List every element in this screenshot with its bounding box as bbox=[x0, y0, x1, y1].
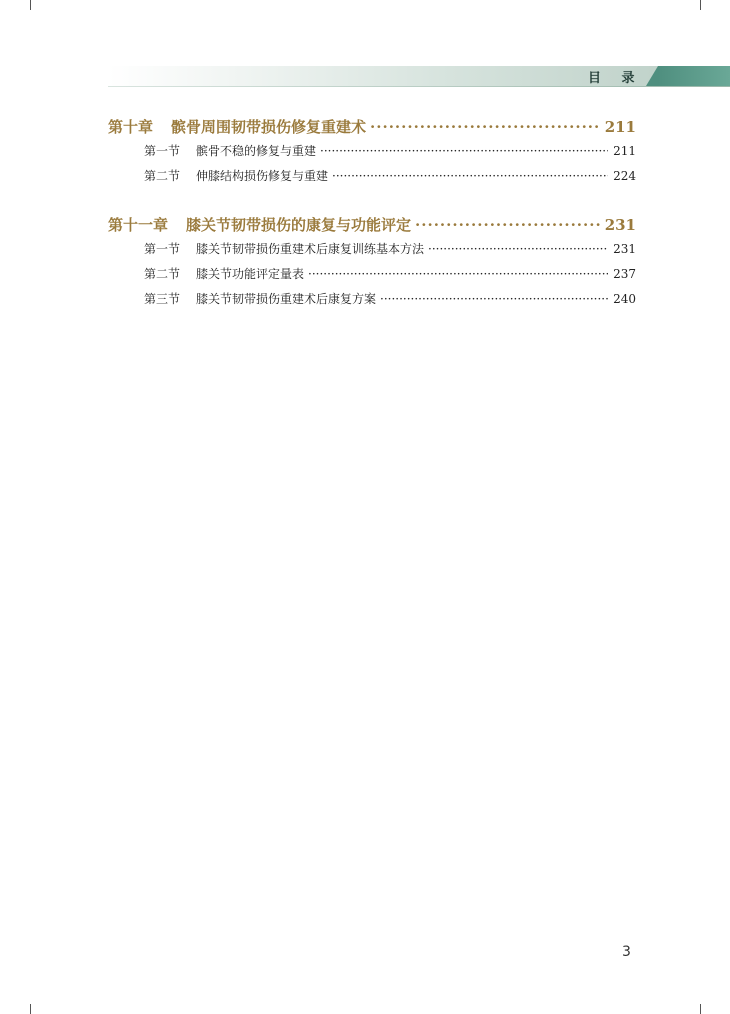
crop-mark-bottom-left bbox=[30, 1004, 31, 1014]
section-entry[interactable] bbox=[108, 265, 636, 290]
header-tab bbox=[658, 66, 730, 86]
chapter-page: 211 bbox=[604, 118, 636, 136]
chapter-number: 第十章 bbox=[108, 118, 154, 136]
section-page: 224 bbox=[613, 169, 636, 183]
section-page: 231 bbox=[613, 242, 636, 256]
chapter-entry[interactable] bbox=[108, 116, 636, 138]
toc-chapter bbox=[108, 116, 636, 192]
crop-mark-top-right bbox=[700, 0, 701, 10]
section-title: 膝关节功能评定量表 bbox=[196, 267, 305, 281]
section-page: 237 bbox=[613, 267, 636, 281]
section-title: 髌骨不稳的修复与重建 bbox=[196, 144, 317, 158]
crop-mark-bottom-right bbox=[700, 1004, 701, 1014]
section-entry[interactable] bbox=[108, 290, 636, 315]
dot-leader bbox=[308, 267, 608, 281]
section-number: 第三节 bbox=[144, 292, 181, 306]
header-tab-corner bbox=[646, 66, 658, 86]
chapter-entry[interactable] bbox=[108, 214, 636, 236]
section-title: 膝关节韧带损伤重建术后康复方案 bbox=[196, 292, 377, 306]
dot-leader bbox=[370, 118, 601, 136]
section-page: 211 bbox=[613, 144, 636, 158]
dot-leader bbox=[320, 144, 608, 158]
chapter-page: 231 bbox=[604, 216, 636, 234]
crop-mark-top-left bbox=[30, 0, 31, 10]
section-number: 第一节 bbox=[144, 242, 181, 256]
dot-leader bbox=[332, 169, 608, 183]
section-title: 膝关节韧带损伤重建术后康复训练基本方法 bbox=[196, 242, 425, 256]
section-page: 240 bbox=[613, 292, 636, 306]
table-of-contents bbox=[108, 116, 636, 337]
section-number: 第二节 bbox=[144, 169, 181, 183]
section-title: 伸膝结构损伤修复与重建 bbox=[196, 169, 329, 183]
toc-chapter bbox=[108, 214, 636, 315]
dot-leader bbox=[428, 242, 608, 256]
chapter-title: 膝关节韧带损伤的康复与功能评定 bbox=[186, 216, 412, 234]
header-title: 目 录 bbox=[588, 71, 643, 86]
chapter-title: 髌骨周围韧带损伤修复重建术 bbox=[171, 118, 367, 136]
section-entry[interactable] bbox=[108, 167, 636, 192]
header-rule bbox=[108, 86, 730, 87]
dot-leader bbox=[415, 216, 601, 234]
page-number: 3 bbox=[622, 944, 631, 960]
dot-leader bbox=[380, 292, 608, 306]
section-entry[interactable] bbox=[108, 240, 636, 265]
section-entry[interactable] bbox=[108, 142, 636, 167]
chapter-number: 第十一章 bbox=[108, 216, 169, 234]
section-number: 第二节 bbox=[144, 267, 181, 281]
section-number: 第一节 bbox=[144, 144, 181, 158]
